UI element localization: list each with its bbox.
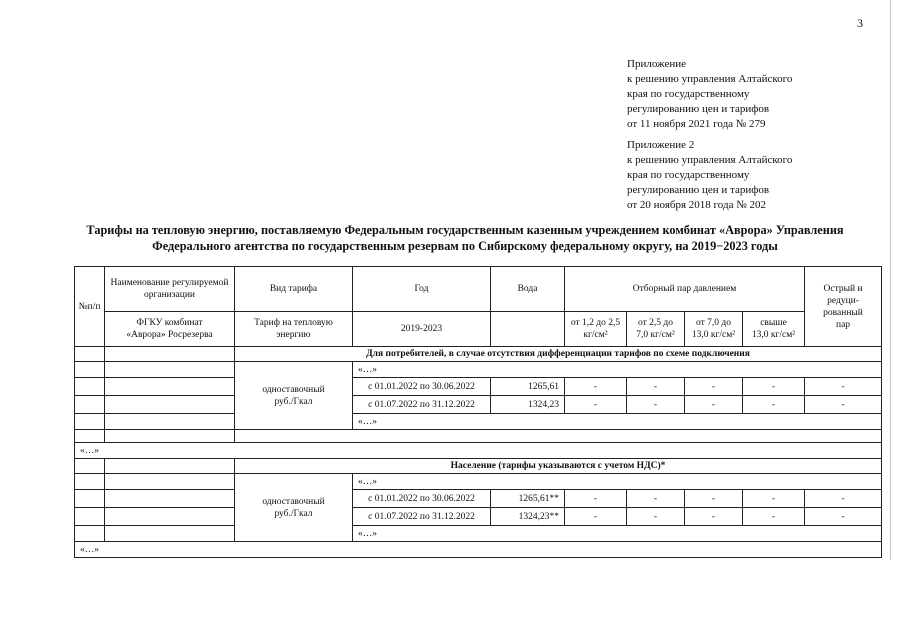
dash-cell: -	[565, 490, 627, 508]
table-row	[75, 542, 882, 558]
section-row-consumers	[75, 347, 882, 362]
title-line-1: Тарифы на тепловую энергию, поставляемую Федеральным государственным казенным учреждением комбинат «Аврора» Управления	[86, 223, 844, 237]
dash-cell: -	[627, 378, 685, 396]
period-cell: с 01.07.2022 по 31.12.2022	[353, 396, 491, 414]
header-row	[75, 267, 882, 312]
table-row	[75, 430, 882, 443]
period-cell: с 01.01.2022 по 30.06.2022	[353, 378, 491, 396]
table-row	[75, 414, 882, 430]
dash-cell: -	[685, 396, 743, 414]
tariff-kind: одноставочный	[262, 496, 325, 507]
org-years: 2019-2023	[353, 312, 491, 347]
dash-cell: -	[743, 508, 805, 526]
section-title-consumers: Для потребителей, в случае отсутствия дифференциации тарифов по схеме подключения	[235, 347, 882, 362]
water-cell: 1324,23**	[491, 508, 565, 526]
ellipsis-row: «…»	[75, 542, 882, 558]
tariff-unit: руб./Гкал	[274, 396, 313, 407]
header-sharp-steam	[805, 267, 882, 347]
header-steam: Отборный пар давлением	[565, 267, 805, 312]
header-sharp-steam-line: Острый и	[823, 283, 863, 294]
pressure-3-range: от 7,0 до	[696, 318, 731, 328]
section-title-population: Население (тарифы указываются с учетом НДС)*	[235, 459, 882, 474]
annex-line: регулированию цен и тарифов	[627, 184, 770, 196]
table-row	[75, 508, 882, 526]
dash-cell: -	[805, 396, 882, 414]
page-number: 3	[857, 16, 863, 30]
org-name	[105, 312, 235, 347]
document-title	[60, 222, 870, 254]
header-num: №п/п	[75, 267, 105, 347]
period-cell: с 01.01.2022 по 30.06.2022	[353, 490, 491, 508]
annex-line: от 20 ноября 2018 года № 202	[627, 199, 766, 211]
pressure-4-header	[743, 312, 805, 347]
table-row	[75, 396, 882, 414]
tariff-kind: одноставочный	[262, 384, 325, 395]
header-sharp-steam-line: пар	[836, 319, 851, 330]
pressure-1-unit: кг/см²	[583, 330, 608, 340]
dash-cell: -	[565, 396, 627, 414]
pressure-2-header	[627, 312, 685, 347]
header-sharp-steam-line: рованный	[823, 307, 863, 318]
org-row	[75, 312, 882, 347]
table-row	[75, 474, 882, 490]
ellipsis-row: «…»	[353, 526, 882, 542]
ellipsis-row: «…»	[353, 414, 882, 430]
ellipsis-row: «…»	[75, 443, 882, 459]
pressure-3-unit: 13,0 кг/см²	[691, 330, 736, 340]
header-sharp-steam-line: редуци-	[827, 295, 859, 306]
pressure-2-unit: 7,0 кг/см²	[636, 330, 675, 340]
header-org: Наименование регулируемой организации	[105, 267, 235, 312]
page-edge-rule	[890, 0, 891, 560]
header-water: Вода	[491, 267, 565, 312]
annex-original-decision	[627, 138, 792, 213]
section-row-population	[75, 459, 882, 474]
annex-line: от 11 ноября 2021 года № 279	[627, 118, 766, 130]
org-water	[491, 312, 565, 347]
dash-cell: -	[743, 378, 805, 396]
annex-current-decision	[627, 57, 792, 132]
pressure-4-range: свыше	[760, 318, 787, 328]
dash-cell: -	[743, 490, 805, 508]
annex-line: регулированию цен и тарифов	[627, 103, 770, 115]
consumers-tariff	[235, 362, 353, 430]
annex-line: края по государственному	[627, 169, 750, 181]
water-cell: 1324,23	[491, 396, 565, 414]
ellipsis-row: «…»	[353, 362, 882, 378]
pressure-3-header	[685, 312, 743, 347]
water-cell: 1265,61	[491, 378, 565, 396]
title-line-2: Федерального агентства по государственным резервам по Сибирскому федеральному округу, на 2019−2023 годы	[152, 239, 778, 253]
header-tariff-type: Вид тарифа	[235, 267, 353, 312]
org-name-line: ФГКУ комбинат	[136, 318, 203, 328]
tariff-table	[74, 266, 882, 558]
dash-cell: -	[805, 378, 882, 396]
dash-cell: -	[685, 490, 743, 508]
population-tariff	[235, 474, 353, 542]
ellipsis-row: «…»	[353, 474, 882, 490]
org-tariff-line: энергию	[276, 330, 311, 340]
dash-cell: -	[685, 508, 743, 526]
annex-line: Приложение	[627, 58, 687, 70]
table-row	[75, 362, 882, 378]
table-row	[75, 378, 882, 396]
org-name-line: «Аврора» Росрезерва	[126, 330, 213, 340]
pressure-4-unit: 13,0 кг/см²	[751, 330, 796, 340]
pressure-1-range: от 1,2 до 2,5	[570, 318, 621, 328]
pressure-1-header	[565, 312, 627, 347]
dash-cell: -	[627, 490, 685, 508]
annex-line: края по государственному	[627, 88, 750, 100]
table-row	[75, 443, 882, 459]
dash-cell: -	[565, 508, 627, 526]
table-row	[75, 526, 882, 542]
dash-cell: -	[685, 378, 743, 396]
pressure-2-range: от 2,5 до	[638, 318, 673, 328]
annex-line: к решению управления Алтайского	[627, 154, 793, 166]
dash-cell: -	[627, 508, 685, 526]
table-row	[75, 490, 882, 508]
water-cell: 1265,61**	[491, 490, 565, 508]
dash-cell: -	[743, 396, 805, 414]
dash-cell: -	[805, 490, 882, 508]
tariff-unit: руб./Гкал	[274, 508, 313, 519]
dash-cell: -	[565, 378, 627, 396]
dash-cell: -	[805, 508, 882, 526]
org-tariff-line: Тариф на тепловую	[254, 318, 333, 328]
org-tariff	[235, 312, 353, 347]
period-cell: с 01.07.2022 по 31.12.2022	[353, 508, 491, 526]
dash-cell: -	[627, 396, 685, 414]
header-year: Год	[353, 267, 491, 312]
annex-line: Приложение 2	[627, 139, 695, 151]
annex-line: к решению управления Алтайского	[627, 73, 793, 85]
